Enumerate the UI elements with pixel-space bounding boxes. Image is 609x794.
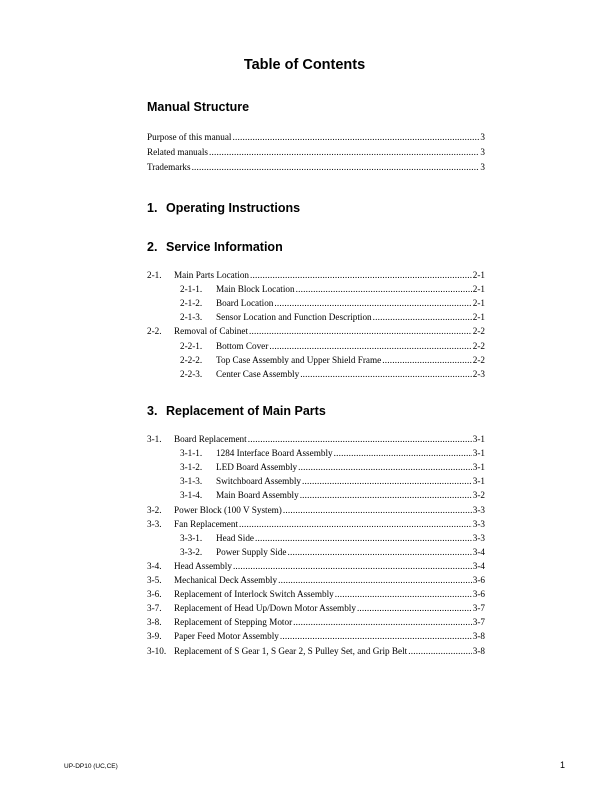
toc-entry-page: 2-3 xyxy=(472,368,485,379)
toc-entry-number: 2-1-3. xyxy=(180,312,203,323)
leader-dots xyxy=(302,476,472,487)
toc-entry-number: 2-2-3. xyxy=(180,368,203,379)
toc-entry-number: 3-10. xyxy=(147,645,167,656)
toc-subentry[interactable] xyxy=(180,533,485,544)
leader-dots xyxy=(357,603,472,614)
leader-dots xyxy=(334,448,472,459)
toc-entry-text: Power Block (100 V System) xyxy=(174,504,282,515)
toc-subentry[interactable] xyxy=(180,490,485,501)
leader-dots xyxy=(293,617,472,628)
toc-entry[interactable] xyxy=(147,147,485,158)
toc-entry-page: 3-3 xyxy=(472,504,485,515)
toc-entry-number: 3-1-4. xyxy=(180,490,203,501)
toc-entry[interactable] xyxy=(147,589,485,600)
toc-entry-text: Board Replacement xyxy=(174,434,247,444)
toc-entry-page: 3-8 xyxy=(472,631,485,642)
toc-entry-page: 3-7 xyxy=(472,603,485,614)
toc-entry[interactable] xyxy=(147,326,485,337)
toc-entry[interactable] xyxy=(147,603,485,614)
leader-dots xyxy=(232,132,479,143)
section-number: 3. xyxy=(147,404,158,418)
leader-dots xyxy=(248,434,472,445)
toc-entry-page: 2-1 xyxy=(472,284,485,295)
toc-entry-number: 3-6. xyxy=(147,589,162,600)
toc-entry-text: Main Board Assembly xyxy=(216,490,299,501)
toc-entry-number: 3-8. xyxy=(147,617,162,628)
toc-entry[interactable] xyxy=(147,519,485,530)
leader-dots xyxy=(250,270,472,281)
leader-dots xyxy=(249,326,472,337)
toc-entry[interactable] xyxy=(147,617,485,628)
toc-entry[interactable] xyxy=(147,561,485,572)
section-heading-3[interactable] xyxy=(147,404,326,418)
toc-entry-text: 1284 Interface Board Assembly xyxy=(216,448,333,459)
toc-entry-text: Removal of Cabinet xyxy=(174,326,248,337)
leader-dots xyxy=(300,490,472,501)
section-heading-1[interactable] xyxy=(147,201,300,215)
toc-subentry[interactable] xyxy=(180,369,485,380)
toc-entry-number: 2-1-2. xyxy=(180,298,203,309)
section-title: Replacement of Main Parts xyxy=(166,404,326,418)
toc-entry-text: Sensor Location and Function Description xyxy=(216,312,372,323)
leader-dots xyxy=(298,462,472,473)
toc-entry[interactable] xyxy=(147,270,485,281)
leader-dots xyxy=(283,505,472,516)
toc-entry-number: 3-4. xyxy=(147,560,162,571)
toc-entry-text: Replacement of Head Up/Down Motor Assembly xyxy=(174,603,356,614)
toc-entry-page: 3 xyxy=(480,162,485,172)
toc-entry-text: Bottom Cover xyxy=(216,340,269,351)
toc-entry-number: 3-7. xyxy=(147,603,162,614)
leader-dots xyxy=(373,312,472,323)
toc-entry-number: 2-2-1. xyxy=(180,340,203,351)
toc-entry-text: Mechanical Deck Assembly xyxy=(174,575,278,585)
toc-entry-page: 3-3 xyxy=(472,532,485,543)
toc-subentry[interactable] xyxy=(180,476,485,487)
toc-entry-text: Center Case Assembly xyxy=(216,368,300,379)
toc-entry-page: 3-8 xyxy=(472,645,485,656)
toc-subentry[interactable] xyxy=(180,547,485,558)
toc-entry-text: Replacement of S Gear 1, S Gear 2, S Pulley Set, and Grip Belt xyxy=(174,645,408,656)
toc-subentry[interactable] xyxy=(180,284,485,295)
toc-entry-page: 2-2 xyxy=(472,326,485,337)
toc-subentry[interactable] xyxy=(180,312,485,323)
leader-dots xyxy=(296,284,472,295)
toc-entry-number: 3-1. xyxy=(147,434,162,444)
toc-entry[interactable] xyxy=(147,631,485,642)
toc-entry-page: 3 xyxy=(480,147,485,157)
toc-entry-page: 3-7 xyxy=(472,617,485,628)
leader-dots xyxy=(239,519,472,530)
toc-entry[interactable] xyxy=(147,505,485,516)
toc-entry-number: 3-3-2. xyxy=(180,546,203,557)
section-title: Operating Instructions xyxy=(166,201,301,215)
toc-entry-page: 3-1 xyxy=(472,476,485,487)
toc-entry-number: 2-1. xyxy=(147,270,162,280)
toc-entry-text: Power Supply Side xyxy=(216,546,287,557)
toc-entry-number: 2-1-1. xyxy=(180,284,203,295)
toc-entry-text: Paper Feed Motor Assembly xyxy=(174,631,279,642)
footer-page-number: 1 xyxy=(559,760,565,770)
toc-entry-text: Board Location xyxy=(216,298,274,309)
toc-entry-text: Switchboard Assembly xyxy=(216,476,301,487)
toc-entry-text: Trademarks xyxy=(147,162,191,172)
toc-entry-page: 3-1 xyxy=(472,434,485,444)
toc-entry-page: 3-1 xyxy=(472,462,485,473)
toc-entry-page: 3-3 xyxy=(472,518,485,529)
toc-subentry[interactable] xyxy=(180,341,485,352)
toc-entry-number: 3-9. xyxy=(147,631,162,642)
leader-dots xyxy=(274,298,471,309)
toc-entry-number: 3-3. xyxy=(147,518,162,529)
toc-entry-number: 2-2-2. xyxy=(180,354,203,365)
manual-structure-heading: Manual Structure xyxy=(147,100,250,114)
footer-model: UP-DP10 (UC,CE) xyxy=(64,763,118,770)
toc-entry-text: Related manuals xyxy=(147,147,208,157)
leader-dots xyxy=(382,355,472,366)
leader-dots xyxy=(408,646,472,657)
toc-entry-page: 3-2 xyxy=(472,490,485,501)
page-title: Table of Contents xyxy=(243,57,366,73)
toc-entry-text: LED Board Assembly xyxy=(216,462,298,473)
toc-entry-text: Fan Replacement xyxy=(174,518,239,529)
toc-entry-text: Main Block Location xyxy=(216,284,295,295)
toc-entry-text: Replacement of Interlock Switch Assembly xyxy=(174,589,334,600)
toc-entry-number: 2-2. xyxy=(147,326,162,337)
toc-entry-page: 3-4 xyxy=(472,546,485,557)
leader-dots xyxy=(287,547,471,558)
toc-entry-page: 3-4 xyxy=(472,560,485,571)
toc-entry-number: 3-5. xyxy=(147,575,162,585)
leader-dots xyxy=(233,561,472,572)
toc-entry-number: 3-1-3. xyxy=(180,476,203,487)
toc-subentry[interactable] xyxy=(180,448,485,459)
toc-entry-page: 2-2 xyxy=(472,354,485,365)
toc-entry-text: Replacement of Stepping Motor xyxy=(174,617,293,628)
toc-entry-page: 2-1 xyxy=(472,298,485,309)
toc-entry[interactable] xyxy=(147,434,485,445)
toc-entry-number: 3-2. xyxy=(147,504,162,515)
leader-dots xyxy=(280,631,472,642)
toc-entry-text: Main Parts Location xyxy=(174,270,250,280)
toc-entry-number: 3-1-2. xyxy=(180,462,203,473)
toc-entry-number: 3-1-1. xyxy=(180,448,203,459)
toc-entry-text: Purpose of this manual xyxy=(147,132,232,142)
leader-dots xyxy=(255,533,472,544)
leader-dots xyxy=(209,147,479,158)
toc-entry-page: 3 xyxy=(480,132,485,142)
toc-entry[interactable] xyxy=(147,132,485,143)
section-number: 1. xyxy=(147,201,158,215)
leader-dots xyxy=(269,341,471,352)
leader-dots xyxy=(278,575,472,586)
leader-dots xyxy=(300,369,472,380)
toc-entry-page: 2-1 xyxy=(472,270,485,280)
section-heading-2[interactable] xyxy=(147,240,283,254)
toc-entry-page: 2-1 xyxy=(472,312,485,323)
toc-entry-page: 3-1 xyxy=(472,448,485,459)
toc-subentry[interactable] xyxy=(180,462,485,473)
toc-subentry[interactable] xyxy=(180,355,485,366)
leader-dots xyxy=(192,162,480,173)
toc-entry[interactable] xyxy=(147,162,485,173)
section-title: Service Information xyxy=(166,240,283,254)
toc-entry-number: 3-3-1. xyxy=(180,532,203,543)
toc-entry-text: Head Side xyxy=(216,532,255,543)
section-number: 2. xyxy=(147,240,158,254)
toc-entry-text: Top Case Assembly and Upper Shield Frame xyxy=(216,354,382,365)
toc-entry-page: 3-6 xyxy=(472,589,485,600)
toc-subentry[interactable] xyxy=(180,298,485,309)
toc-entry-page: 3-6 xyxy=(472,575,485,585)
toc-entry[interactable] xyxy=(147,646,485,657)
leader-dots xyxy=(335,589,472,600)
toc-entry[interactable] xyxy=(147,575,485,586)
toc-entry-page: 2-2 xyxy=(472,340,485,351)
toc-entry-text: Head Assembly xyxy=(174,560,232,571)
